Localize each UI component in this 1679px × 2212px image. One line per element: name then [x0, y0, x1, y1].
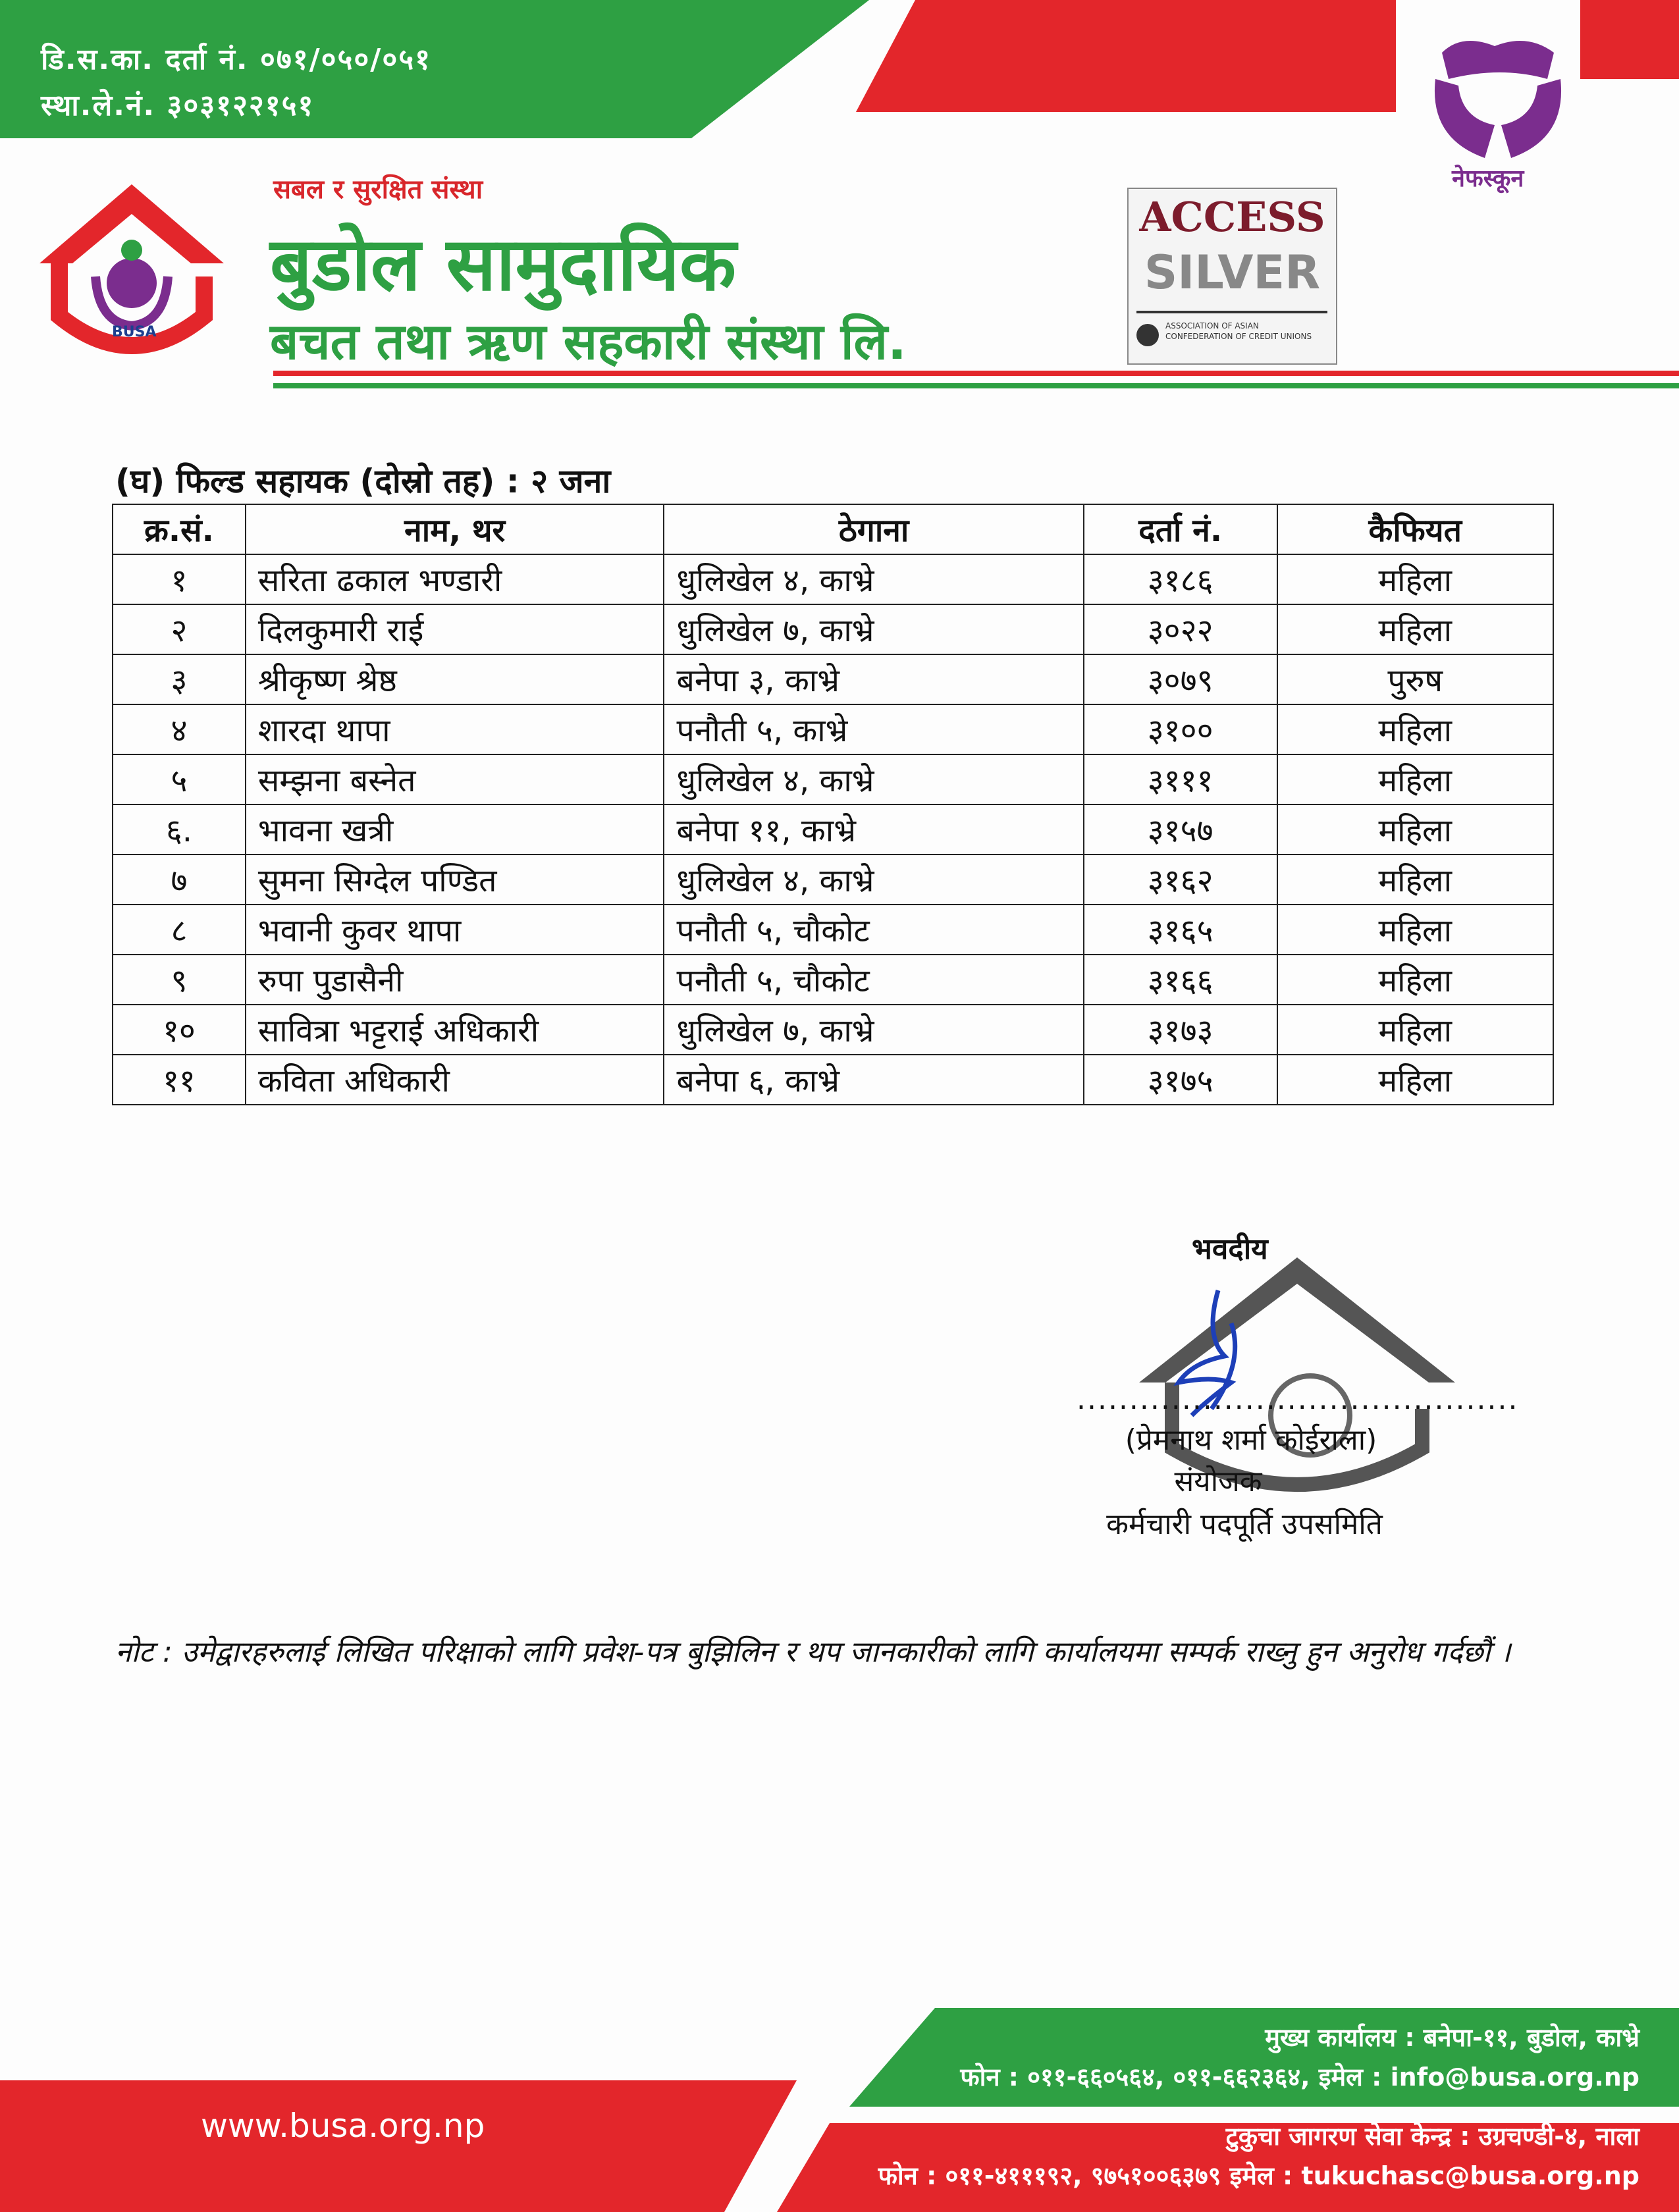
org-subtitle: बचत तथा ऋण सहकारी संस्था लि. [270, 312, 907, 371]
row-reg-no: ३१११ [1084, 754, 1277, 804]
row-address: धुलिखेल ४, काभ्रे [664, 554, 1083, 604]
row-remarks: पुरुष [1277, 654, 1554, 704]
footer-branch: टुकुचा जागरण सेवा केन्द्र : उग्रचण्डी-४, नाला [1225, 2122, 1639, 2151]
row-sn: २ [113, 604, 246, 654]
row-address: बनेपा ११, काभ्रे [664, 804, 1083, 855]
org-name: बुडोल सामुदायिक [270, 222, 736, 307]
row-address: बनेपा ६, काभ्रे [664, 1055, 1083, 1105]
row-sn: ४ [113, 704, 246, 754]
salutation: भवदीय [1192, 1232, 1268, 1266]
row-reg-no: ३१८६ [1084, 554, 1277, 604]
table-row [113, 905, 1553, 955]
row-name: भावना खत्री [246, 804, 664, 855]
row-reg-no: ३१५७ [1084, 804, 1277, 855]
row-name: कविता अधिकारी [246, 1055, 664, 1105]
row-remarks: महिला [1277, 955, 1554, 1005]
row-address: धुलिखेल ४, काभ्रे [664, 754, 1083, 804]
local-registration-number: स्था.ले.नं. ३०३१२२१५१ [41, 89, 315, 122]
row-name: शारदा थापा [246, 704, 664, 754]
row-name: भवानी कुवर थापा [246, 905, 664, 955]
row-remarks: महिला [1277, 804, 1554, 855]
busa-logo-label: BUSA [112, 324, 157, 340]
row-sn: ८ [113, 905, 246, 955]
candidate-table [112, 504, 1554, 1105]
row-remarks: महिला [1277, 905, 1554, 955]
footer-branch-phone: फोन : ०११-४१११९२, ९७५१००६३७९ इमेल : tukuchasc@busa.org.np [878, 2161, 1639, 2190]
row-address: पनौती ५, चौकोट [664, 905, 1083, 955]
row-reg-no: ३१७५ [1084, 1055, 1277, 1105]
row-reg-no: ३०७९ [1084, 654, 1277, 704]
row-name: श्रीकृष्ण श्रेष्ठ [246, 654, 664, 704]
row-sn: १ [113, 554, 246, 604]
table-header-row [113, 504, 1553, 554]
row-name: सरिता ढकाल भण्डारी [246, 554, 664, 604]
row-remarks: महिला [1277, 604, 1554, 654]
table-row [113, 554, 1553, 604]
row-reg-no: ३१६२ [1084, 855, 1277, 905]
row-name: दिलकुमारी राई [246, 604, 664, 654]
table-row [113, 604, 1553, 654]
access-label: ACCESS [1139, 193, 1325, 241]
row-sn: ७ [113, 855, 246, 905]
nefscun-logo [1422, 26, 1574, 198]
signatory-role: संयोजक [1174, 1465, 1262, 1498]
access-member-label: ASSOCIATION OF ASIAN CONFEDERATION OF CREDIT UNIONS [1165, 321, 1312, 341]
row-remarks: महिला [1277, 1055, 1554, 1105]
row-address: धुलिखेल ४, काभ्रे [664, 855, 1083, 905]
row-reg-no: ३१६६ [1084, 955, 1277, 1005]
row-name: रुपा पुडासैनी [246, 955, 664, 1005]
row-sn: ११ [113, 1055, 246, 1105]
row-address: पनौती ५, चौकोट [664, 955, 1083, 1005]
table-row [113, 804, 1553, 855]
row-address: धुलिखेल ७, काभ्रे [664, 604, 1083, 654]
accu-emblem-icon [1136, 324, 1159, 346]
row-name: सावित्रा भट्टराई अधिकारी [246, 1005, 664, 1055]
row-reg-no: ३१०० [1084, 704, 1277, 754]
table-row [113, 754, 1553, 804]
note-text: नोट : उमेद्वारहरुलाई लिखित परिक्षाको लागि प्रवेश-पत्र बुझिलिन र थप जानकारीको लागि कार्यालयमा सम्पर्क राख्नु हुन अनुरोध गर्दछौं । [115, 1635, 1511, 1669]
row-remarks: महिला [1277, 1005, 1554, 1055]
row-address: बनेपा ३, काभ्रे [664, 654, 1083, 704]
row-reg-no: ३०२२ [1084, 604, 1277, 654]
registration-number: डि.स.का. दर्ता नं. ०७१/०५०/०५१ [41, 43, 432, 76]
table-row [113, 704, 1553, 754]
table-row [113, 654, 1553, 704]
access-silver-badge [1127, 188, 1337, 365]
footer-head-phone: फोन : ०११-६६०५६४, ०११-६६२३६४, इमेल : info@busa.org.np [960, 2063, 1639, 2092]
row-reg-no: ३१६५ [1084, 905, 1277, 955]
table-row [113, 955, 1553, 1005]
row-remarks: महिला [1277, 704, 1554, 754]
row-sn: ९ [113, 955, 246, 1005]
col-header-address: ठेगाना [664, 504, 1083, 554]
row-sn: ३ [113, 654, 246, 704]
table-row [113, 855, 1553, 905]
col-header-remarks: कैफियत [1277, 504, 1554, 554]
table-row [113, 1005, 1553, 1055]
row-sn: ६. [113, 804, 246, 855]
row-remarks: महिला [1277, 754, 1554, 804]
signatory-name: (प्रेमनाथ शर्मा कोईराला) [1125, 1423, 1377, 1457]
signature-dots: .......................................... [1077, 1382, 1519, 1416]
row-remarks: महिला [1277, 855, 1554, 905]
col-header-name: नाम, थर [246, 504, 664, 554]
tagline: सबल र सुरक्षित संस्था [273, 174, 483, 205]
row-name: सम्झना बस्नेत [246, 754, 664, 804]
section-title: (घ) फिल्ड सहायक (दोस्रो तह) : २ जना [115, 462, 611, 500]
col-header-sn: क्र.सं. [113, 504, 246, 554]
row-address: धुलिखेल ७, काभ्रे [664, 1005, 1083, 1055]
row-name: सुमना सिग्देल पण्डित [246, 855, 664, 905]
table-row [113, 1055, 1553, 1105]
signatory-committee: कर्मचारी पदपूर्ति उपसमिति [1106, 1508, 1383, 1541]
row-reg-no: ३१७३ [1084, 1005, 1277, 1055]
footer-website[interactable]: www.busa.org.np [201, 2107, 485, 2145]
row-remarks: महिला [1277, 554, 1554, 604]
col-header-reg-no: दर्ता नं. [1084, 504, 1277, 554]
footer-head-office: मुख्य कार्यालय : बनेपा-११, बुडोल, काभ्रे [1265, 2023, 1639, 2052]
silver-label: SILVER [1144, 246, 1321, 300]
row-sn: ५ [113, 754, 246, 804]
row-sn: १० [113, 1005, 246, 1055]
row-address: पनौती ५, काभ्रे [664, 704, 1083, 754]
nefscun-label: नेफस्कून [1452, 165, 1524, 192]
busa-logo [33, 178, 230, 369]
